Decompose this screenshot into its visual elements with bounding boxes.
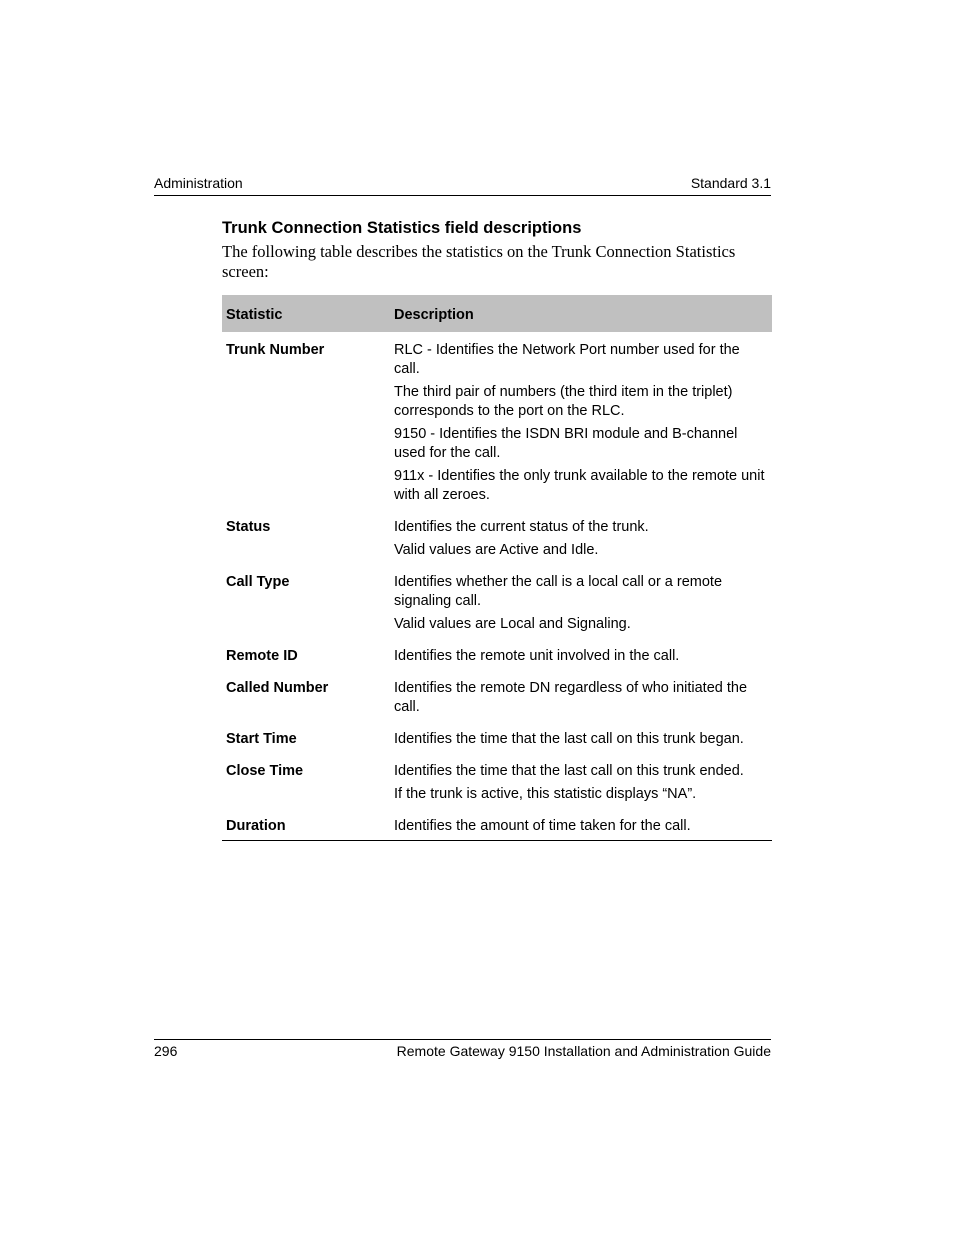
page-number: 296 [154,1043,178,1059]
description-paragraph: Identifies the amount of time taken for the call. [394,818,691,834]
statistic-description [390,332,772,518]
description-paragraph: Identifies the remote unit involved in the call. [394,648,680,664]
description-paragraph: RLC - Identifies the Network Port number used for the call. [394,342,740,377]
statistic-name: Remote ID [226,648,298,664]
table-row [222,730,772,762]
statistic-description [390,518,772,573]
statistic-name: Trunk Number [226,342,325,358]
column-header-description: Description [390,295,772,332]
table-row [222,679,772,730]
description-paragraph: Identifies the time that the last call on this trunk ended. [394,763,744,779]
statistic-name: Close Time [226,763,304,779]
description-paragraph: The third pair of numbers (the third item in the triplet) corresponds to the port on the RLC. [394,384,733,419]
description-paragraph: Valid values are Local and Signaling. [394,616,631,632]
description-paragraph: Identifies the time that the last call on this trunk began. [394,731,744,747]
description-paragraph: 9150 - Identifies the ISDN BRI module and B-channel used for the call. [394,426,738,461]
table-row [222,332,772,518]
statistic-description [390,817,772,841]
guide-title: Remote Gateway 9150 Installation and Administration Guide [396,1043,771,1059]
column-header-statistic: Statistic [222,295,390,332]
description-paragraph: Identifies the remote DN regardless of who initiated the call. [394,680,748,715]
table-row [222,518,772,573]
header-section-name: Administration [154,175,243,191]
table-row [222,647,772,679]
table-row [222,762,772,817]
statistic-description [390,679,772,730]
header-standard-version: Standard 3.1 [690,175,771,191]
description-paragraph: Identifies whether the call is a local call or a remote signaling call. [394,574,723,609]
description-paragraph: 911x - Identifies the only trunk available to the remote unit with all zeroes. [394,468,765,503]
table-row [222,817,772,841]
section-title: Trunk Connection Statistics field descriptions [222,219,582,237]
description-paragraph: Valid values are Active and Idle. [394,542,599,558]
table-row [222,573,772,647]
statistic-description [390,647,772,679]
statistic-name: Start Time [226,731,297,747]
statistic-name: Call Type [226,574,290,590]
description-paragraph: If the trunk is active, this statistic displays “NA”. [394,786,697,802]
statistic-name: Status [226,519,271,535]
description-paragraph: Identifies the current status of the trunk. [394,519,649,535]
intro-paragraph: The following table describes the statistics on the Trunk Connection Statistics screen: [222,242,736,281]
running-footer [154,1039,771,1062]
statistic-name: Duration [222,817,390,841]
statistic-description [390,573,772,647]
statistic-description [390,762,772,817]
running-header [154,175,771,196]
statistics-table [222,295,772,841]
statistic-name: Called Number [226,680,329,696]
table-header-row [222,295,772,332]
statistic-description [390,730,772,762]
